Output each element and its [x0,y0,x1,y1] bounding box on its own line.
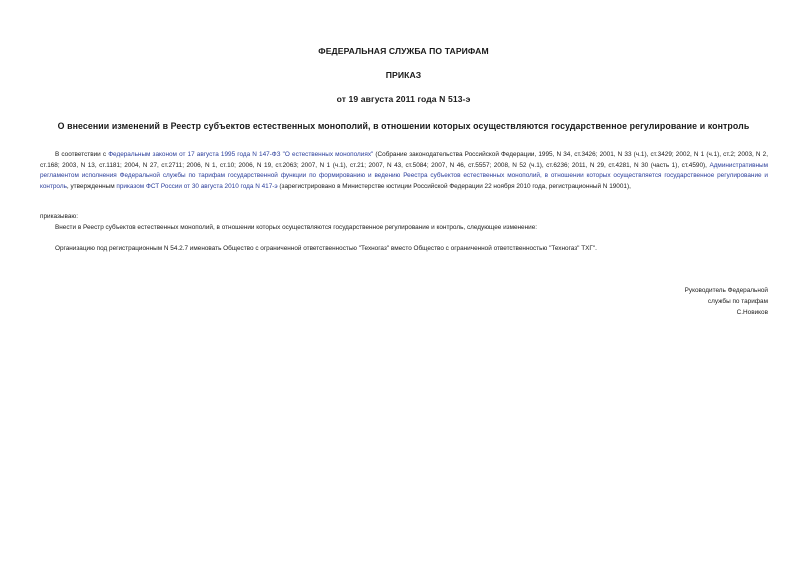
preamble-text-2: (Собрание законодательства Российской Федерации, 1995, N 34, ст.3426; 2001, N 33 (ч.1), ст.3429; 2002, N 1 (ч.1), ст.2; 2003, N 2, ст.168; 2003, N 13, ст.1181; 2004, N 27, ст.2711; 2006, N 1, ст.10; 2006, N 19, ст.2063; 2007, N 1 (ч.1), ст.21; 2007, N 43, ст.5084; 2007, N 46, ст.5557; 2008, N 52 (ч.1), ст.6236; 2011, N 29, ст.4281, N 30 (часть 1), ст.4590), [40,151,768,169]
federal-law-link[interactable]: Федеральным законом от 17 августа 1995 года N 147-ФЗ "О естественных монополиях" [108,151,374,158]
document-date-number: от 19 августа 2011 года N 513-э [336,94,471,104]
preamble-text-1: В соответствии с [55,151,109,158]
document-type: ПРИКАЗ [385,70,422,80]
preamble-text-3: , утвержденным [66,182,117,190]
organization-change-paragraph: Организацию под регистрационным N 54.2.7 именовать Общество с ограниченной ответственностью "Техногаз" вместо Общество с ограниченной ответственностью "Техногаз" ТХГ". [55,245,597,252]
signature-position-line-1: Руководитель Федеральной [684,287,768,294]
change-intro-paragraph: Внести в Реестр субъектов естественных монополий, в отношении которых осуществляются государственное регулирование и контроль, следующее изменение: [55,224,538,231]
signature-block [685,285,768,318]
organization-title: ФЕДЕРАЛЬНАЯ СЛУЖБА ПО ТАРИФАМ [318,46,489,56]
preamble-paragraph [40,150,768,192]
fst-order-link[interactable]: приказом ФСТ России от 30 августа 2010 года N 417-э [116,182,278,190]
signature-position-line-2: службы по тарифам [707,298,768,305]
order-word: приказываю: [40,213,78,220]
signature-name: С.Новиков [736,309,768,316]
administrative-regulation-link[interactable]: Административным регламентом исполнения Федеральной службы по тарифам государственной функции по формированию и ведению Реестра субъектов естественных монополий, в отношении которых осуществляется государственное регулирование и контроль [40,161,768,190]
document-subject: О внесении изменений в Реестр субъектов естественных монополий, в отношении которых осуществляются государственное регулирование и контроль [57,121,750,131]
preamble-text-4: (зарегистрировано в Министерстве юстиции Российской Федерации 22 ноября 2010 года, регистрационный N 19001), [277,182,631,190]
